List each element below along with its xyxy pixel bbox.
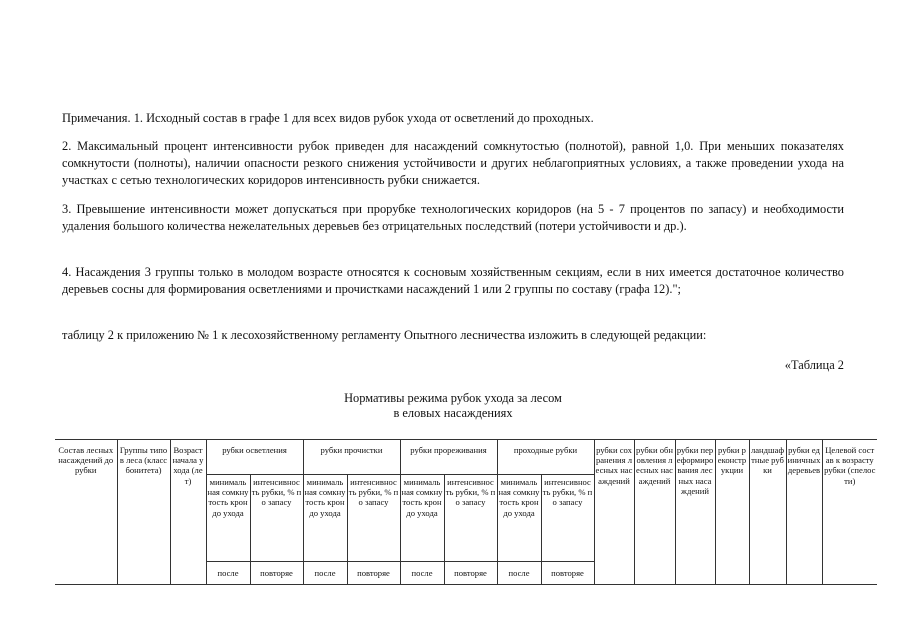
leaf-repeat-2: повторяе — [347, 562, 400, 585]
leaf-repeat-4: повторяе — [541, 562, 594, 585]
leaf-repeat-1: повторяе — [250, 562, 303, 585]
header-single-tree-cuts: рубки единичных деревьев — [786, 440, 822, 585]
note-2: 2. Максимальный процент интенсивности рубок приведен для насаждений сомкнутостью (полнотой), равной 1,0. При меньших показателях сомкнутости (полноты), наличии опасности резкого снижения устойчивости и других неблагоприятных условиях, а также проведении ухода на участках с сетью технологических коридоров интенсивность рубки снижается. — [62, 139, 844, 187]
subheader-intensity-4: интенсивность рубки, % по запасу — [541, 475, 594, 562]
header-forest-type-groups: Группы типов леса (класс бонитета) — [117, 440, 170, 585]
subheader-intensity-2: интенсивность рубки, % по запасу — [347, 475, 400, 562]
subheader-min-closure-3: минимальная сомкнутость крон до ухода — [400, 475, 444, 562]
header-landscape-cuts: ландшафтные рубки — [749, 440, 786, 585]
leaf-after-1: после — [206, 562, 250, 585]
header-passage-cuts: проходные рубки — [497, 440, 594, 475]
norms-table — [55, 439, 877, 585]
header-reconstruction-cuts: рубки реконструкции — [715, 440, 749, 585]
header-thinning-cuts: рубки прореживания — [400, 440, 497, 475]
note-4: 4. Насаждения 3 группы только в молодом возрасте относятся к сосновым хозяйственным секциям, если в них имеется достаточное количество деревьев сосны для формирования осветлениями и прочистками насаждений 1 или 2 группы по составу (графа 12)."; — [62, 265, 844, 296]
subheader-intensity-3: интенсивность рубки, % по запасу — [444, 475, 497, 562]
subheader-min-closure-1: минимальная сомкнутость крон до ухода — [206, 475, 250, 562]
instruction-text: таблицу 2 к приложению № 1 к лесохозяйственному регламенту Опытного лесничества изложить в следующей редакции: — [62, 328, 707, 342]
header-composition: Состав лесных насаждений до рубки — [55, 440, 117, 585]
note-1: Примечания. 1. Исходный состав в графе 1 для всех видов рубок ухода от осветлений до проходных. — [62, 111, 594, 125]
header-start-age: Возраст начала ухода (лет) — [170, 440, 206, 585]
leaf-after-2: после — [303, 562, 347, 585]
table-title-line-2: в еловых насаждениях — [393, 406, 513, 420]
subheader-min-closure-4: минимальная сомкнутость крон до ухода — [497, 475, 541, 562]
note-3: 3. Превышение интенсивности может допускаться при прорубке технологических коридоров (на 5 - 7 процентов по запасу) и необходимости удаления большого количества нежелательных деревьев без отрицательных последствий (потери устойчивости и др.). — [62, 202, 844, 233]
header-cleaning-cuts: рубки прочистки — [303, 440, 400, 475]
header-reformation-cuts: рубки переформирования лесных насаждений — [675, 440, 715, 585]
header-preservation-cuts: рубки сохранения лесных насаждений — [594, 440, 634, 585]
subheader-min-closure-2: минимальная сомкнутость крон до ухода — [303, 475, 347, 562]
table-reference: «Таблица 2 — [784, 358, 844, 372]
header-renewal-cuts: рубки обновления лесных насаждений — [634, 440, 675, 585]
header-target-composition: Целевой состав к возрасту рубки (спелости) — [822, 440, 877, 585]
subheader-intensity-1: интенсивность рубки, % по запасу — [250, 475, 303, 562]
table-title — [200, 391, 706, 421]
header-clearing-cuts: рубки осветления — [206, 440, 303, 475]
table-title-line-1: Нормативы режима рубок ухода за лесом — [344, 391, 562, 405]
leaf-after-4: после — [497, 562, 541, 585]
leaf-after-3: после — [400, 562, 444, 585]
leaf-repeat-3: повторяе — [444, 562, 497, 585]
